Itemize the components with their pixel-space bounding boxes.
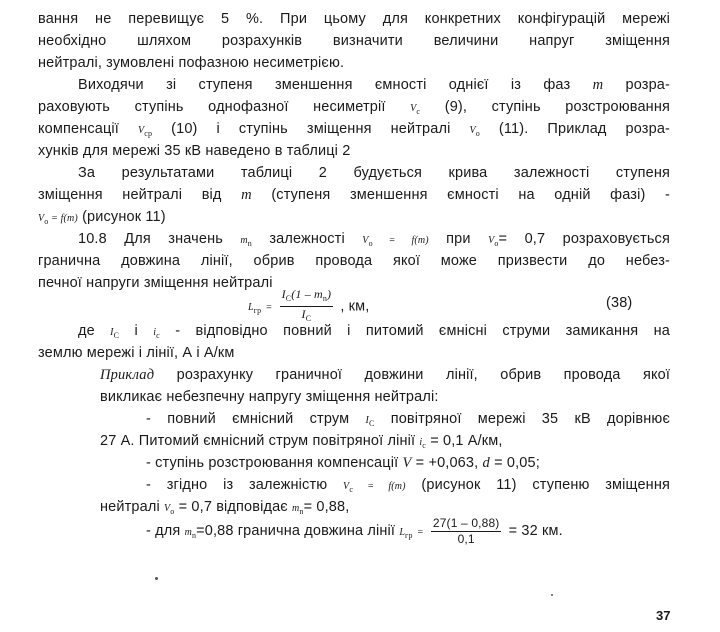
text-line: За результатами таблиці 2 будується крива залежності ступеня	[78, 165, 670, 181]
text-line: печної напруги зміщення нейтралі	[38, 275, 273, 291]
text-line: компенсації $V_{cp}$ (10) і ступінь зміщення нейтралі $V_o$ (11). Приклад розра-	[38, 121, 671, 138]
text-line: - згідно із залежністю $V_c = f(m)$ (рисунок 11) ступеню зміщення	[146, 477, 670, 494]
text-line: землю мережі і лінії, А і А/км	[38, 345, 235, 361]
text-line: $V_o = f(m)$ (рисунок 11)	[38, 209, 166, 226]
text-line: викликає небезпечну напругу зміщення нейтралі:	[100, 389, 439, 405]
text-line: - для $m_n=0,88$ гранична довжина лінії $L_{гр}$ = $\frac{27(1 - 0,88)}{0,1}$ = 32 км.	[146, 515, 563, 546]
text-line: 10.8 Для значень $m_n$ залежності $V_o = f(m)$ при $V_o= 0,7$ розраховується	[78, 231, 670, 248]
page-number: 37	[656, 608, 671, 623]
text-line: нейтралі, зумовлені пофазною несиметрією.	[38, 55, 345, 71]
text-line: нейтралі $V_o = 0,7$ відповідає $m_n= 0,88$,	[100, 499, 350, 516]
text-line: гранична довжина лінії, обрив провода якої може призвести до небез-	[38, 253, 670, 269]
text-line: раховують ступінь однофазної несиметрії $V_c$ (9), ступінь розстроювання	[38, 99, 670, 116]
text-line: - ступінь розстроювання компенсації V = +0,063, d = 0,05;	[146, 455, 540, 471]
formula-38: $L_{гр}$ = $\frac{I_C(1 - m_n)}{I_C}$ , км,	[248, 287, 370, 323]
scan-speck	[155, 577, 158, 580]
text-line: вання не перевищує 5 %. При цьому для конкретних конфігурацій мережі	[38, 11, 670, 27]
text-line: необхідно шляхом розрахунків визначити величини напруг зміщення	[38, 33, 670, 49]
text-line: Приклад розрахунку граничної довжини лінії, обрив провода якої	[100, 367, 670, 383]
text-line: - повний ємнісний струм $I_C$ повітряної мережі 35 кВ дорівнює	[146, 411, 671, 428]
text-line: Виходячи зі ступеня зменшення ємності однієї із фаз m розра-	[78, 77, 670, 93]
example-fraction: $\frac{27(1 - 0,88)}{0,1}$	[432, 515, 500, 546]
text-line: де $I_C$ і $i_c$ - відповідно повний і питомий ємнісні струми замикання на	[78, 323, 670, 340]
equation-number: (38)	[606, 295, 633, 311]
text-line: зміщення нейтралі від m (ступеня зменшення ємності на одній фазі) -	[38, 187, 670, 203]
text-line: 27 А. Питомий ємнісний струм повітряної лінії $i_c = 0,1$ А/км,	[100, 433, 503, 450]
formula-fraction: $\frac{I_C(1 - m_n)}{I_C}$	[281, 287, 332, 323]
scan-speck	[551, 594, 553, 596]
text-line: хунків для мережі 35 кВ наведено в таблиці 2	[38, 143, 351, 159]
